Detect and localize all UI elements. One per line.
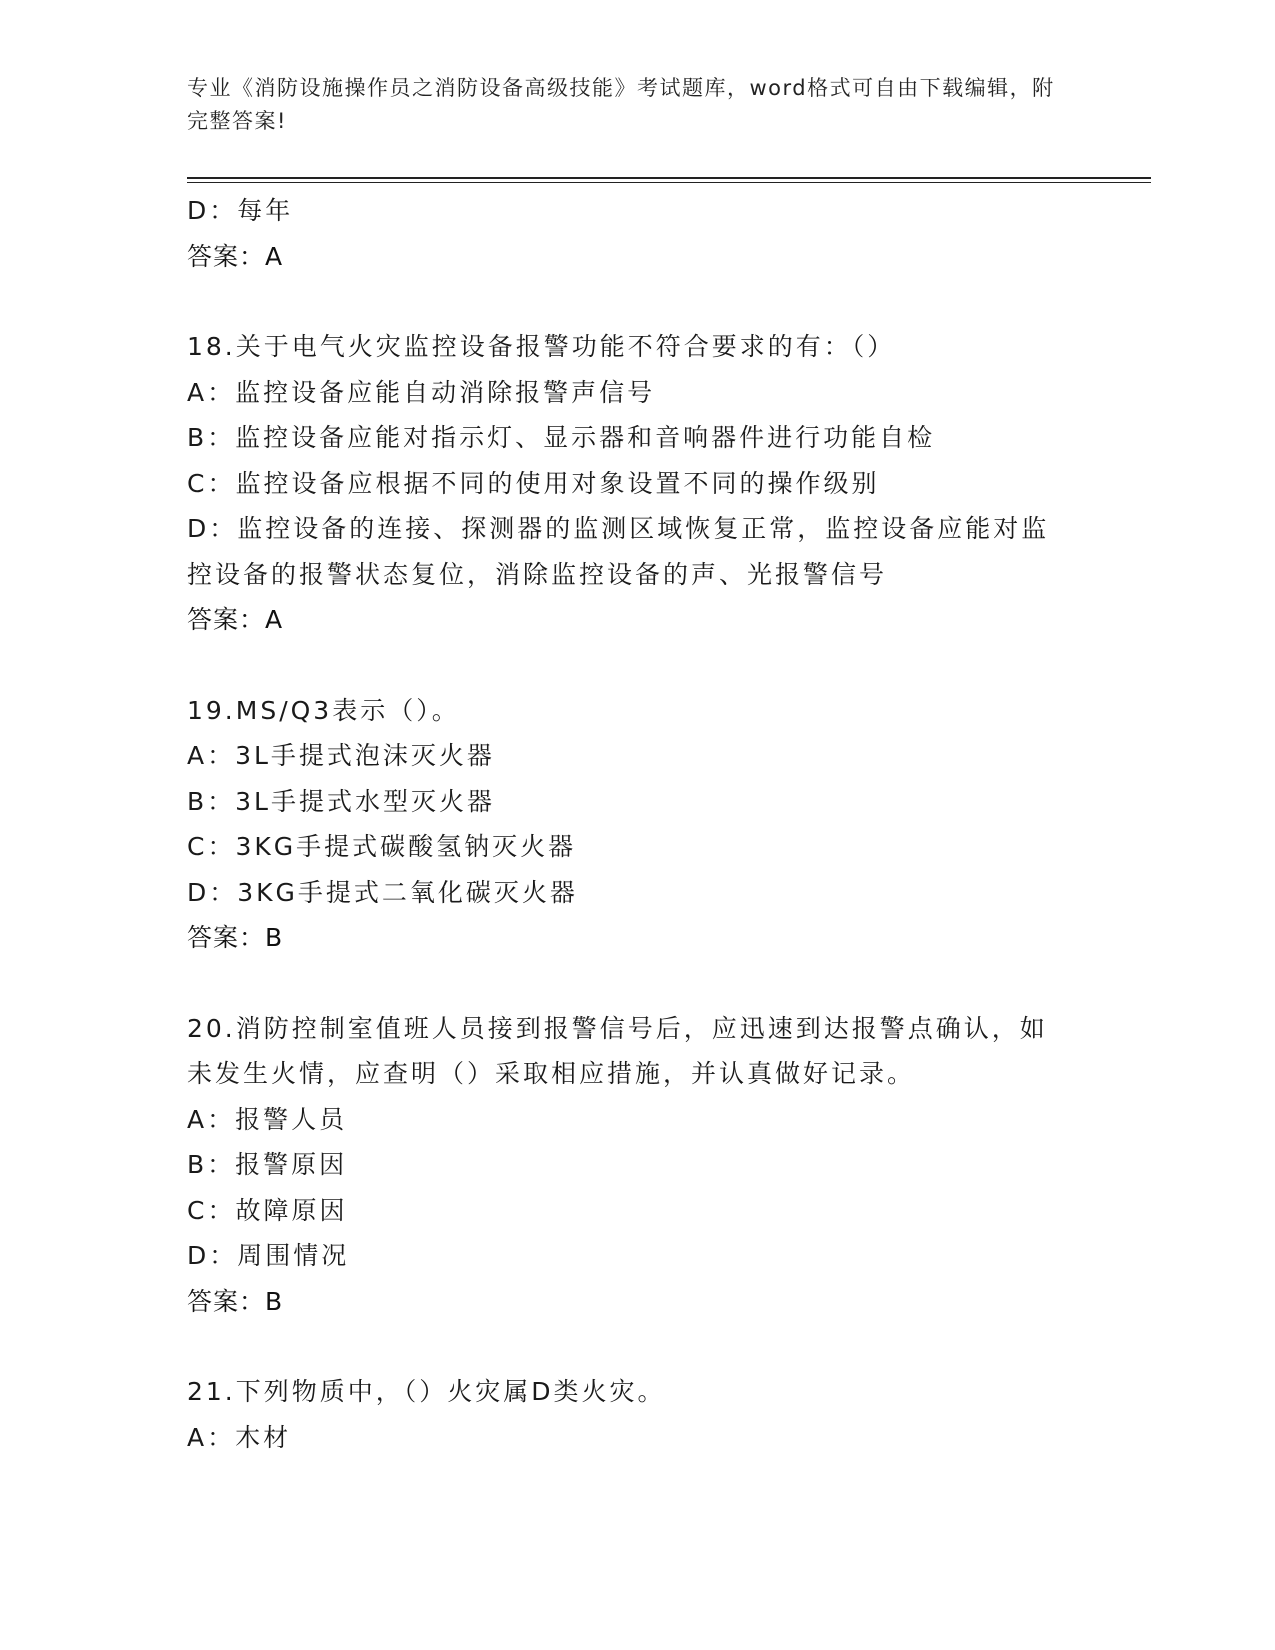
spacer xyxy=(187,961,1067,1006)
option-c: C：故障原因 xyxy=(187,1195,348,1225)
spacer xyxy=(187,1324,1067,1369)
spacer xyxy=(187,279,1067,324)
document-body xyxy=(187,188,1067,1460)
question-18 xyxy=(187,324,1067,643)
question-text: 20.消防控制室值班人员接到报警信号后，应迅速到达报警点确认，如未发生火情，应查明（）采取相应措施，并认真做好记录。 xyxy=(187,1013,1048,1088)
option-a: A：木材 xyxy=(187,1422,292,1452)
spacer xyxy=(187,643,1067,688)
option-c: C：3KG手提式碳酸氢钠灭火器 xyxy=(187,832,577,861)
question-20 xyxy=(187,1006,1067,1325)
option-d: D：3KG手提式二氧化碳灭火器 xyxy=(187,877,578,907)
prev-option-d: D：每年 xyxy=(187,196,294,225)
option-d: D：监控设备的连接、探测器的监测区域恢复正常，监控设备应能对监控设备的报警状态复位，消除监控设备的声、光报警信号 xyxy=(187,514,1050,589)
option-c: C：监控设备应根据不同的使用对象设置不同的操作级别 xyxy=(187,468,880,498)
header-rule-thin xyxy=(187,182,1151,183)
answer: 答案：B xyxy=(187,923,284,952)
header-rule-thick xyxy=(187,177,1151,179)
option-a: A：3L手提式泡沫灭火器 xyxy=(187,741,495,770)
option-b: B：3L手提式水型灭火器 xyxy=(187,786,495,816)
option-a: A：监控设备应能自动消除报警声信号 xyxy=(187,377,656,407)
option-a: A：报警人员 xyxy=(187,1104,348,1134)
option-d: D：周围情况 xyxy=(187,1241,350,1270)
page-header: 专业《消防设施操作员之消防设备高级技能》考试题库，word格式可自由下载编辑，附完整答案! xyxy=(187,76,1055,133)
question-19 xyxy=(187,688,1067,961)
question-text: 18.关于电气火灾监控设备报警功能不符合要求的有：（） xyxy=(187,332,896,361)
question-text: 21.下列物质中，（）火灾属D类火灾。 xyxy=(187,1377,666,1406)
question-text: 19.MS/Q3表示（）。 xyxy=(187,695,460,725)
prev-answer: 答案：A xyxy=(187,241,284,271)
option-b: B：报警原因 xyxy=(187,1150,348,1179)
answer: 答案：A xyxy=(187,605,284,634)
option-b: B：监控设备应能对指示灯、显示器和音响器件进行功能自检 xyxy=(187,423,936,452)
question-21 xyxy=(187,1369,1067,1460)
answer: 答案：B xyxy=(187,1286,284,1316)
